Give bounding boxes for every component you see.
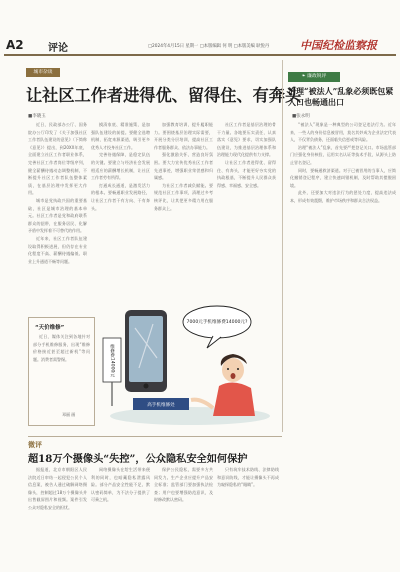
cartoon-title: “天价维修” <box>35 325 65 331</box>
main-headline: 让社区工作者进得优、留得住、有奔头 <box>26 86 302 105</box>
paragraph: 加强教育培训，提升履职能力。要围绕基层治理实际需要，开展分类分层培训，提高社区工作者服务群众、依法办事能力。 <box>154 122 213 150</box>
main-column-3 <box>154 121 213 299</box>
paragraph: 完善待遇保障，是稳定队伍的关键。要建立与经济社会发展相适应的薪酬增长机制，让社区工作者劳有所得。 <box>91 152 150 181</box>
paragraph: 此外，还要加大对违法行为的惩处力度，提高违法成本，形成有效震慑，维护市场秩序和群众合法权益。 <box>290 190 396 203</box>
leaf-icon: ❧ <box>301 74 308 79</box>
paragraph: 近年来，社区工作者队伍建设取得积极进展，但仍存在专业化程度不高、薪酬待遇偏低、职业上升通道不畅等问题。 <box>28 235 87 264</box>
masthead: 中国纪检监察报 <box>300 39 377 52</box>
column-tag-integrity <box>288 72 340 82</box>
side-body <box>290 121 396 431</box>
cartoon-description: 近日，媒体关注到各地针对部分手机维修服务，出现“维修价格接近甚至超过新机”等问题。消费者需警惕。 <box>33 334 90 362</box>
bottom-column-4 <box>217 466 279 568</box>
paragraph: 打通成长通道，是激发活力的根本。要畅通职业发展路径，让社区工作者干有方向、干有奔头。 <box>91 182 150 211</box>
main-column-1 <box>28 121 87 299</box>
paragraph: 让社区工作者进得优、留得住、有奔头，才能更好夯实党的执政根基，不断提升人民群众获得感、幸福感、安全感。 <box>217 159 276 188</box>
paragraph: 同时，要畅通救济渠道。对于已被冒用的当事人，应简化撤销登记程序，建立快速纠错机制，及时帮助其摆脱困境。 <box>290 167 396 188</box>
paragraph: 只有筑牢技术防线、法律防线和意识防线，才能让摄像头不再成为窥探隐私的“眼睛”。 <box>217 467 279 488</box>
column-tag-city: 城市杂谈 <box>26 68 60 77</box>
cartoon-illustration <box>95 298 280 430</box>
header-rule <box>4 54 396 56</box>
paragraph: 据报道，北京市朝阳区人民法院近日审结一起侵犯公民个人信息案，被告人通过破解网络摄像头，控制超过18万个摄像头并出售截屏图片和视频。案件引发公众对隐私安全的担忧。 <box>28 467 87 510</box>
main-column-2 <box>91 121 150 299</box>
paragraph: 城市是党执政兴国的重要基础，社区是城市治理的基本单元。社区工作者是党和政府联系群众的纽带，在服务居民、化解矛盾中发挥着不可替代的作用。 <box>28 197 87 234</box>
phone-illustration <box>125 310 167 392</box>
bottom-column-1 <box>28 466 87 568</box>
price-sign-text: 维修费14000元 <box>109 344 115 378</box>
paragraph: 保护公民隐私，需要多方共同发力。生产企业应提升产品安全标准；监管部门要加强执法检查；用户也要增强防范意识，及时修改默认密码。 <box>154 467 213 503</box>
byline: ■李晓玉 <box>28 114 46 119</box>
speech-bubble <box>183 306 251 348</box>
paragraph: 治理“被法人”乱象，首先要严把登记关口。市场监管部门应强化身份核验，运用实名认证等技术手段，从源头上防止冒名登记。 <box>290 144 396 165</box>
paragraph: 为社区工作者减负赋能。要规范社区工作事项，清理过多考核评比，让其把更多精力用在服务群众上。 <box>154 182 213 211</box>
column-tag-micro: 微评 <box>28 441 42 449</box>
paragraph: 社区工作者是基层治理的骨干力量。各地要压实责任，认真落实《意见》要求，切实加强队伍建设，为推进基层治理体系和治理能力现代化提供有力支撑。 <box>217 122 276 158</box>
cartoon-author: 邓丽 画 <box>62 412 76 417</box>
cartoon-caption-box <box>28 317 95 426</box>
section-rule <box>28 436 282 437</box>
paragraph: 近日，民政部办公厅、国务院办公厅印发了《关于加强社区工作者队伍建设的意见》（下简称《意见》）提出，到20XX年底，全面建立社区工作者职业体系，完善社区工作者岗位等级序列，健全薪酬待遇动态调整机制，不断提升社区工作者队伍整体素质，在基层治理中发挥更大作用。 <box>28 122 87 196</box>
main-column-4 <box>217 121 276 299</box>
bottom-column-2 <box>91 466 150 568</box>
bottom-column-3 <box>154 466 213 568</box>
woman-figure <box>191 354 255 416</box>
paragraph: 摸清家底、精准施策，是加强队伍建设的前提。要健全选聘机制，拓宽来源渠道，吸引更多优秀人才投身社区工作。 <box>91 122 150 150</box>
column-divider <box>282 60 283 432</box>
page-code: A2 <box>6 38 24 52</box>
paragraph: 网络摄像头在给生活带来便利的同时，也暗藏隐私泄露风险。部分产品安全性能不足、默认密码简单，为不法分子提供了可乘之机。 <box>91 467 150 503</box>
section-label: 评论 <box>48 43 68 54</box>
repair-sign <box>133 398 189 410</box>
bottom-headline: 超18万个摄像头“失控”，公众隐私安全如何保护 <box>28 453 248 465</box>
paragraph: 强化激励关怀，营造良好氛围。要大力宣传优秀社区工作者先进事迹，增强职业荣誉感和归属感。 <box>154 152 213 181</box>
column-tag-text: 廉政锐评 <box>307 74 327 79</box>
speech-text: 7000元手机维修费14000元? <box>186 320 248 325</box>
repair-sign-text: 高手机维修处 <box>147 403 175 408</box>
paragraph: “被法人”现象是一种典型的公司登记违法行为。近年来，一些人的身份信息被冒用，莫名其妙成为企业法定代表人，不仅背负债务，还面临失信惩戒等风险。 <box>290 122 396 143</box>
dateline: □2024年4月15日 星期一 □本版编辑 何 明 □本版美编 耿悦丹 <box>148 44 270 49</box>
side-headline: 治理“被法人”乱象必须既包紧入口也畅通出口 <box>288 86 394 107</box>
side-byline: ■张永明 <box>292 114 310 119</box>
price-sign <box>103 338 121 406</box>
